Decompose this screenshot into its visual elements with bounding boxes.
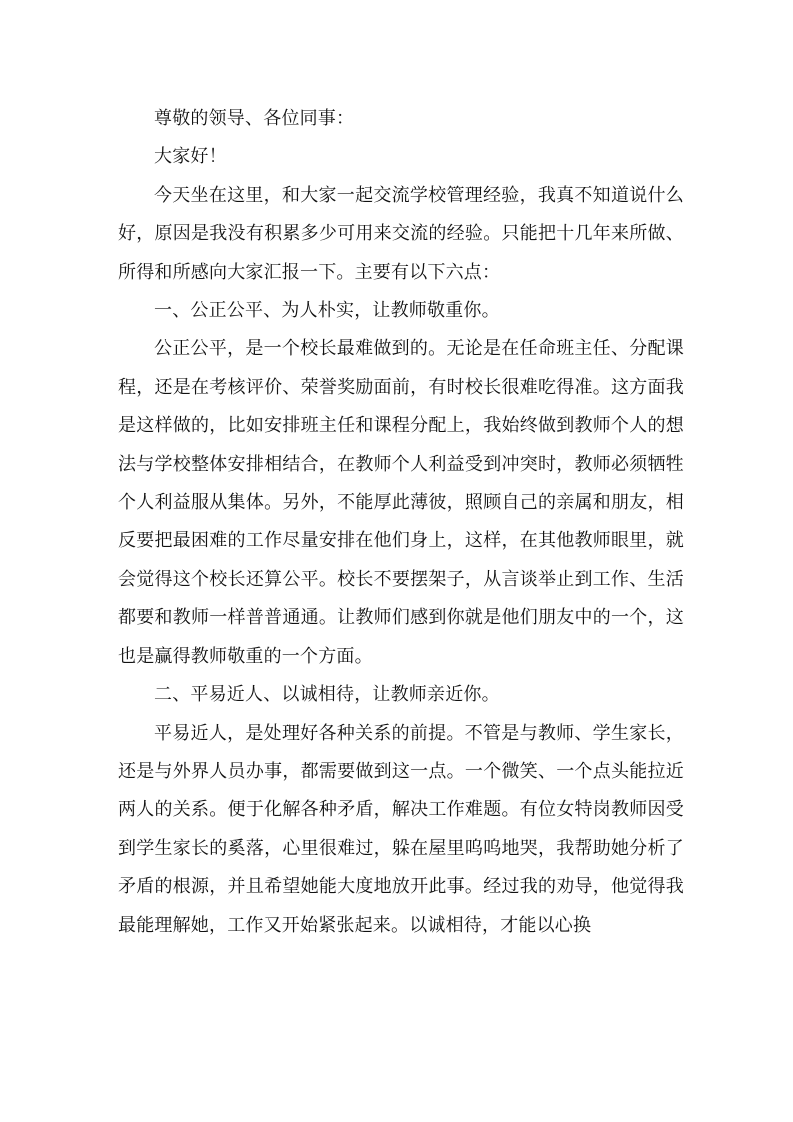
heading-point-one: 一、公正公平、为人朴实，让教师敬重你。 xyxy=(154,300,500,322)
paragraph-intro: 今天坐在这里，和大家一起交流学校管理经验，我真不知道说什么好，原因是我没有积累多少可用来交流的经验。只能把十几年来所做、所得和所感向大家汇报一下。主要有以下六点： xyxy=(118,184,684,283)
greeting: 大家好！ xyxy=(154,146,227,168)
document-body xyxy=(118,100,684,945)
salutation: 尊敬的领导、各位同事： xyxy=(154,108,355,129)
paragraph-point-one: 公正公平，是一个校长最难做到的。无论是在任命班主任、分配课程，还是在考核评价、荣誉奖励面前，有时校长很难吃得准。这方面我是这样做的，比如安排班主任和课程分配上，我始终做到教师个人的想法与学校整体安排相结合，在教师个人利益受到冲突时，教师必须牺牲个人利益服从集体。另外，不能厚此薄彼，照顾自己的亲属和朋友，相反要把最困难的工作尽量安排在他们身上，这样，在其他教师眼里，就会觉得这个校长还算公平。校长不要摆架子，从言谈举止到工作、生活都要和教师一样普普通通。让教师们感到你就是他们朋友中的一个，这也是赢得教师敬重的一个方面。 xyxy=(118,338,684,667)
paragraph-point-two: 平易近人，是处理好各种关系的前提。不管是与教师、学生家长，还是与外界人员办事，都需要做到这一点。一个微笑、一个点头能拉近两人的关系。便于化解各种矛盾，解决工作难题。有位女特岗教师因受到学生家长的奚落，心里很难过，躲在屋里呜呜地哭，我帮助她分析了矛盾的根源，并且希望她能大度地放开此事。经过我的劝导，他觉得我最能理解她，工作又开始紧张起来。以诚相待，才能以心换 xyxy=(118,722,684,936)
heading-point-two: 二、平易近人、以诚相待，让教师亲近你。 xyxy=(154,684,500,706)
